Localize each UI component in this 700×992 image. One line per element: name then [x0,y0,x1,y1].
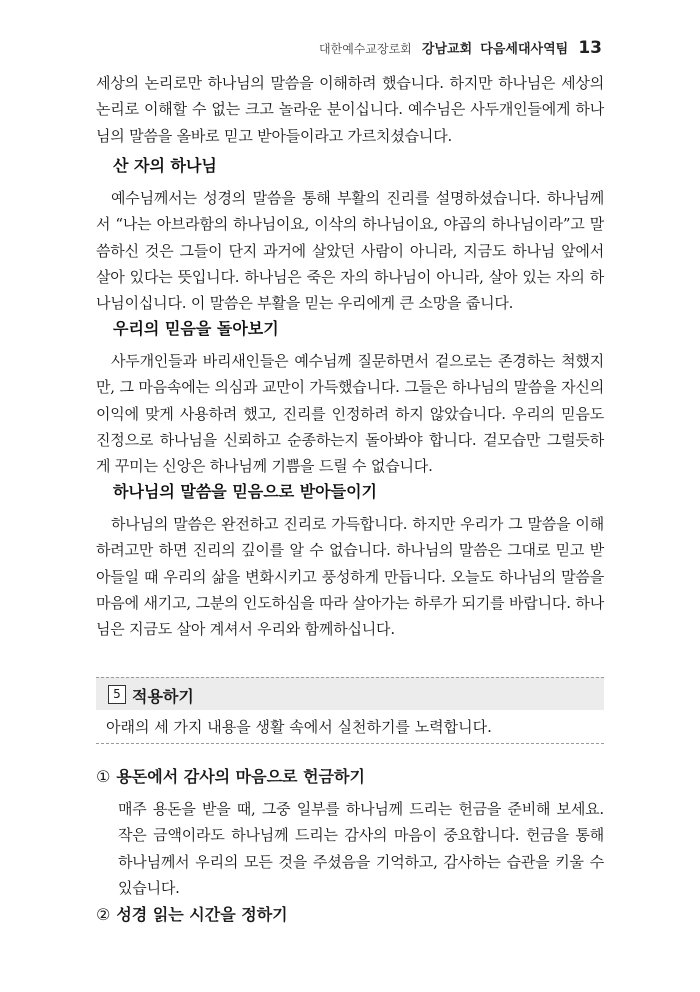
apply-section-title: 적용하기 [132,687,194,706]
item-heading-text: 성경 읽는 시간을 정하기 [116,905,288,924]
section-paragraph-review-faith: 사두개인들과 바리새인들은 예수님께 질문하면서 겉으로는 존경하는 척했지만, 그 마음속에는 의심과 교만이 가득했습니다. 그들은 하나님의 말씀을 자신의 이익에 맞게 사용하려 했고, 진리를 인정하려 하지 않았습니다. 우리의 믿음도 진정으로 하나님을 신뢰하고 순종하는지 돌아봐야 합니다. 겉모습만 그럴듯하게 꾸미는 신앙은 하나님께 기쁨을 드릴 수 없습니다. [96,352,604,476]
item-number-mark: ① [96,767,111,786]
header-org: 대한예수교장로회 [319,42,412,56]
page-header [319,38,602,58]
item-number-mark: ② [96,905,111,924]
page-number: 13 [578,38,602,58]
section-heading-accept-word: 하나님의 말씀을 믿음으로 받아들이기 [113,482,378,501]
apply-section-bar [96,677,604,710]
section-heading-living-god: 산 자의 하나님 [113,156,217,175]
apply-item-heading-bible-reading [96,902,288,925]
section-heading-review-faith: 우리의 믿음을 돌아보기 [113,319,279,338]
apply-item-heading-offering [96,764,365,787]
apply-section-number: 5 [108,685,126,704]
intro-paragraph: 세상의 논리로만 하나님의 말씀을 이해하려 했습니다. 하지만 하나님은 세상의 논리로 이해할 수 없는 크고 놀라운 분이십니다. 예수님은 사두개인들에게 하나님의 말씀을 올바로 믿고 받아들이라고 가르치셨습니다. [96,74,604,145]
header-dept: 다음세대사역팀 [480,42,569,57]
section-paragraph-living-god: 예수님께서는 성경의 말씀을 통해 부활의 진리를 설명하셨습니다. 하나님께서 “나는 아브라함의 하나님이요, 이삭의 하나님이요, 야곱의 하나님이라”고 말씀하신 것은 그들이 단지 과거에 살았던 사람이 아니라, 지금도 하나님 앞에서 살아 있다는 뜻입니다. 하나님은 죽은 자의 하나님이 아니라, 살아 있는 자의 하나님이십니다. 이 말씀은 부활을 믿는 우리에게 큰 소망을 줍니다. [96,189,604,313]
apply-item-paragraph-offering: 매주 용돈을 받을 때, 그중 일부를 하나님께 드리는 헌금을 준비해 보세요. 작은 금액이라도 하나님께 드리는 감사의 마음이 중요합니다. 헌금을 통해 하나님께서 우리의 모든 것을 주셨음을 기억하고, 감사하는 습관을 키울 수 있습니다. [118,800,604,897]
apply-description: 아래의 세 가지 내용을 생활 속에서 실천하기를 노력합니다. [96,710,604,744]
item-heading-text: 용돈에서 감사의 마음으로 헌금하기 [116,767,365,786]
header-church: 강남교회 [421,42,473,57]
section-paragraph-accept-word: 하나님의 말씀은 완전하고 진리로 가득합니다. 하지만 우리가 그 말씀을 이해하려고만 하면 진리의 깊이를 알 수 없습니다. 하나님의 말씀은 그대로 믿고 받아들일 때 우리의 삶을 변화시키고 풍성하게 만듭니다. 오늘도 하나님의 말씀을 마음에 새기고, 그분의 인도하심을 따라 살아가는 하루가 되기를 바랍니다. 하나님은 지금도 살아 계셔서 우리와 함께하십니다. [96,515,604,639]
